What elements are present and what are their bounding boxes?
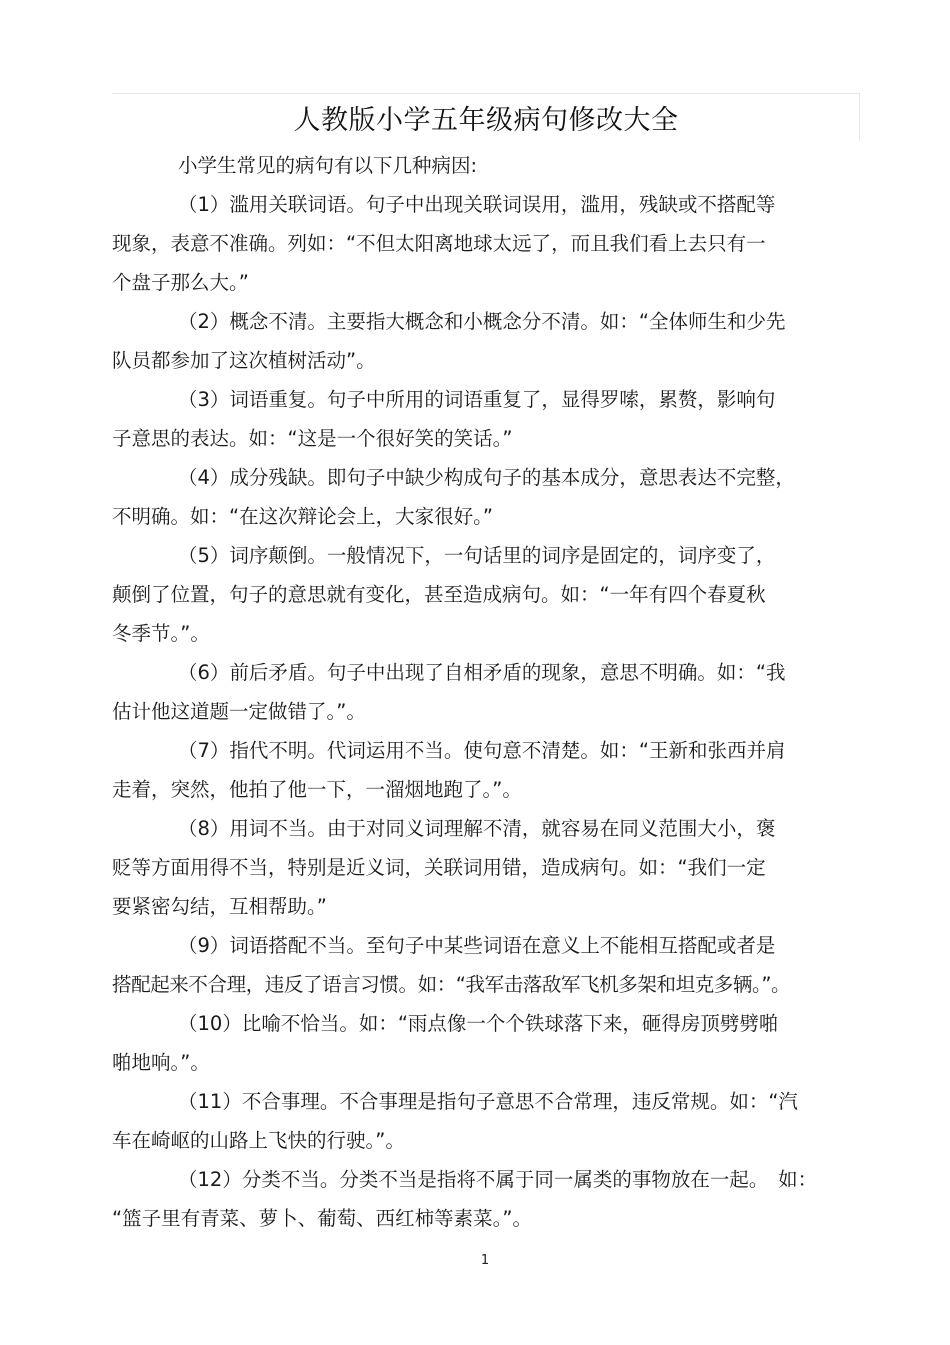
cause-paragraph-12 xyxy=(112,1160,872,1238)
paragraph-line: 子意思的表达。如：“这是一个很好笑的笑话。” xyxy=(112,427,513,450)
paragraph-line: （7）指代不明。代词运用不当。使句意不清楚。如：“王新和张西并肩 xyxy=(178,739,786,762)
paragraph-line: 冬季节。”。 xyxy=(112,622,210,645)
paragraph-line: （8）用词不当。由于对同义词理解不清，就容易在同义范围大小，褒 xyxy=(178,817,776,840)
cause-paragraph-1 xyxy=(112,185,872,302)
paragraph-line: 队员都参加了这次植树活动”。 xyxy=(112,349,376,372)
paragraph-line: （5）词序颠倒。一般情况下，一句话里的词序是固定的，词序变了， xyxy=(178,544,776,567)
cause-paragraph-11 xyxy=(112,1082,872,1160)
cause-paragraph-3 xyxy=(112,380,872,458)
paragraph-line: 现象，表意不准确。列如：“不但太阳离地球太远了，而且我们看上去只有一 xyxy=(112,232,766,255)
page-title: 人教版小学五年级病句修改大全 xyxy=(293,105,679,136)
paragraph-line: （2）概念不清。主要指大概念和小概念分不清。如：“全体师生和少先 xyxy=(178,310,786,333)
paragraph-line: （4）成分残缺。即句子中缺少构成句子的基本成分，意思表达不完整， xyxy=(178,466,795,489)
paragraph-line: （10）比喻不恰当。如：“雨点像一个个铁球落下来，砸得房顶劈劈啪 xyxy=(178,1012,779,1035)
cause-paragraph-10 xyxy=(112,1004,872,1082)
paragraph-line: 不明确。如：“在这次辩论会上，大家很好。” xyxy=(112,505,493,528)
intro-paragraph xyxy=(112,146,872,185)
page-number: 1 xyxy=(480,1253,490,1268)
paragraph-line: （3）词语重复。句子中所用的词语重复了，显得罗嗦，累赘，影响句 xyxy=(178,388,776,411)
intro-text: 小学生常见的病句有以下几种病因: xyxy=(178,154,478,177)
paragraph-line: 估计他这道题一定做错了。”。 xyxy=(112,700,366,723)
cause-paragraph-4 xyxy=(112,458,872,536)
paragraph-line: （6）前后矛盾。句子中出现了自相矛盾的现象，意思不明确。如：“我 xyxy=(178,661,786,684)
header-divider xyxy=(112,93,860,94)
paragraph-line: 走着，突然，他拍了他一下，一溜烟地跑了。”。 xyxy=(112,778,522,801)
cause-paragraph-5 xyxy=(112,536,872,653)
paragraph-line: 要紧密勾结，互相帮助。” xyxy=(112,895,327,918)
paragraph-line: 搭配起来不合理，违反了语言习惯。如：“我军击落敌军飞机多架和坦克多辆。”。 xyxy=(112,973,791,996)
paragraph-line: 车在崎岖的山路上飞快的行驶。”。 xyxy=(112,1129,405,1152)
paragraph-line: 颠倒了位置，句子的意思就有变化，甚至造成病句。如：“一年有四个春夏秋 xyxy=(112,583,766,606)
paragraph-line: “篮子里有青菜、萝卜、葡萄、西红柿等素菜。”。 xyxy=(112,1207,532,1230)
document-body xyxy=(112,146,872,1238)
cause-paragraph-7 xyxy=(112,731,872,809)
paragraph-line: （1）滥用关联词语。句子中出现关联词误用，滥用，残缺或不搭配等 xyxy=(178,193,776,216)
paragraph-line: （9）词语搭配不当。至句子中某些词语在意义上不能相互搭配或者是 xyxy=(178,934,776,957)
cause-paragraph-6 xyxy=(112,653,872,731)
paragraph-line: 贬等方面用得不当，特别是近义词，关联词用错，造成病句。如：“我们一定 xyxy=(112,856,766,879)
cause-paragraph-8 xyxy=(112,809,872,926)
cause-paragraph-2 xyxy=(112,302,872,380)
paragraph-line: 个盘子那么大。” xyxy=(112,271,249,294)
paragraph-line: （11）不合事理。不合事理是指句子意思不合常理，违反常规。如：“汽 xyxy=(178,1090,798,1113)
cause-paragraph-9 xyxy=(112,926,872,1004)
paragraph-line: （12）分类不当。分类不当是指将不属于同一属类的事物放在一起。 如： xyxy=(178,1168,818,1191)
paragraph-line: 啪地响。”。 xyxy=(112,1051,210,1074)
